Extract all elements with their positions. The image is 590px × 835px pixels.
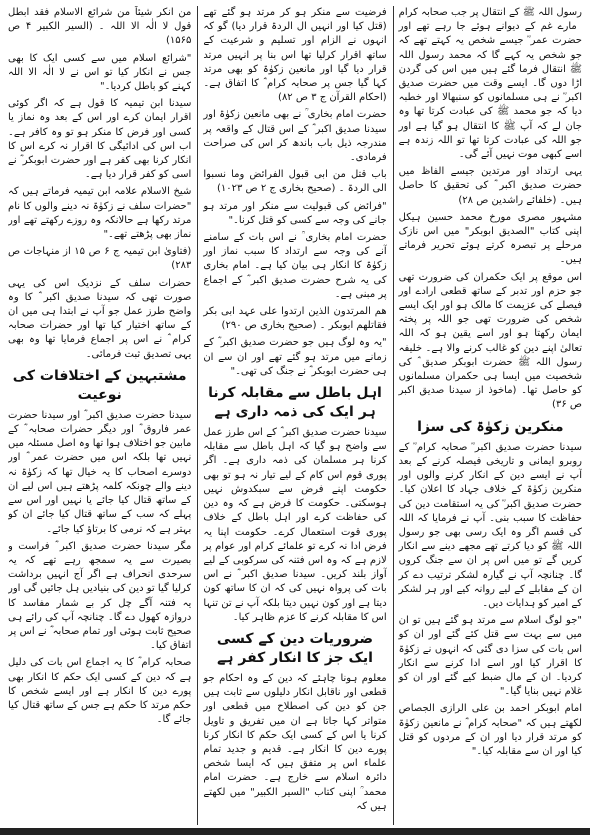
paragraph: حضرت امام بخاری ؒ نے بھی مانعین زکوٰۃ اور سیدنا صدیق اکبر ؓ کے اس قتال کے واقعہ پر مندرجہ ذیل باب باندھ کر اس کی صراحت فرمادی۔ (203, 109, 387, 164)
paragraph: سیدنا ابن تیمیہ کا قول ہے کہ اگر کوئی اقرار ایمان کرے اور اس کے بعد وہ نماز یا کسی اور فرض کا منکر ہو تو وہ کافر ہے۔ اب اس کی ادائیگی کا اقرار نہ کرے اس کا انکار کرنا بھی کفر ہے اور حضرت ابوبکر ؓ نے اسی کو کفر قرار دیا ہے۔ (8, 98, 192, 181)
paragraph: مگر سیدنا حضرت صدیق اکبر ؓ فراست و بصیرت سے یہ سمجھ رہے تھے کہ یہ سرحدی انحراف ہے اگر آج انہیں برداشت کرلیا گیا تو دین کی بنیادیں ہل جائیں گی اور یہ فتنہ آگے چل کر بے شمار مفاسد کا دروازہ کھول دے گا۔ چنانچہ آپ کی رائے ہی صحیح ثابت ہوئی اور تمام صحابہ ؓ نے اس پر اتفاق کیا۔ (8, 540, 192, 652)
paragraph: "جو لوگ اسلام سے مرتد ہو گئے ہیں تو ان میں سے بہت سے قتل کئے گئے اور ان کو اس بات کی سزا دی گئی کہ انہوں نے زکوٰۃ کا اقرار کیا اور اسے ادا کرنے سے انکار کردیا۔ ان کے مال ضبط کیے گئے اور ان کو غلام نہیں بنایا گیا۔" (398, 615, 582, 698)
section-heading: اہل باطل سے مقابلہ کرنا ہر ایک کی ذمہ داری ہے (208, 385, 382, 421)
page-footer-bar (0, 828, 590, 835)
paragraph: فرضیت سے منکر ہو کر مرتد ہو گئے تھے (قتل کیا اور انہیں ال الردۃ قرار دیا) گو کہ انہوں نے الزام اور تسلیم و شرعیت کے ساتھ اقرار کرلیا تھا اس بنا پر انہیں مرتد قرار دیا گیا اور مانعین زکوٰۃ کو بھی مرتد کہا گیا جس پر صحابہ کرام ؓ کا اتفاق ہے۔ (احکام القرآن ج ۳ ص ۸۲) (203, 7, 387, 104)
paragraph: سیدنا حضرت صدیق اکبر ؓ اور سیدنا حضرت عمر فاروق ؓ اور دیگر حضرات صحابہ ؓ کے مابین جو اختلاف ہوا تھا وہ اصل مسئلہ میں نہیں تھا بلکہ اس میں حضرت عمر ؓ اور دوسرے اصحاب کا یہ خیال تھا کہ زکوٰۃ نہ دینے والے چونکہ کلمہ پڑھتے ہیں اس لیے ان کے ساتھ قتال کیا جائے یا نہیں اور اس سے پہلے کہ سب کے ساتھ قتال کیا جائے ان کو بہتر ہے کہ نرمی کا برتاؤ کیا جائے۔ (8, 409, 192, 535)
paragraph: سیدنا حضرت صدیق اکبر ؓ صحابہ کرام ؓ کے روبرو ایمانی و تاریخی فیصلہ کرنے کے بعد آپ نے ایسے دین کے انکار کرنے والوں اور منکرین زکوٰۃ کے خلاف جہاد کا اعلان کیا۔ حضرت صدیق اکبر ؓ کی یہ استقامت دین کی حفاظت کا سبب بنی۔ آپ نے فرمایا کہ اللہ کی قسم اگر وہ ایک رسی بھی جو رسول اللہ ﷺ کو دیا کرتے تھے مجھے دینے سے انکار کریں گے تو میں اس پر ان سے جنگ کروں گا۔ چنانچہ آپ نے گیارہ لشکر ترتیب دے کر ان کے مقابلے کے لیے روانہ کیے اور ہر لشکر کے امیر کو ہدایات دیں۔ (398, 441, 582, 609)
paragraph: امام ابوبکر احمد بن علی الرازی الجصاص لکھتے ہیں کہ "صحابہ کرام ؓ نے مانعین زکوٰۃ کو مرتد قرار دیا اور ان کے مردوں کو قتل کیا اور ان سے مقابلہ کیا۔" (398, 703, 582, 757)
paragraph: معلوم ہونا چاہئے کہ دین کے وہ احکام جو قطعی اور ناقابل انکار دلیلوں سے ثابت ہیں جن کو دین کی اصطلاح میں قطعی اور متواتر کہا جاتا ہے ان میں تفریق و تاویل کرنا یا اس کے کسی ایک حکم کا انکار کرنا پورے دین کا انکار ہے۔ قدیم و جدید تمام علماء اس پر متفق ہیں کہ ایسا شخص دائرہ اسلام سے خارج ہے۔ حضرت امام محمد ؒ اپنی کتاب "السیر الکبیر" میں لکھتے ہیں کہ (203, 672, 387, 812)
paragraph: "شرائع اسلام میں سے کسی ایک کا بھی جس نے انکار کیا تو اس نے لا الٰہ الا اللہ کہنے کو باطل کردیا۔" (8, 52, 192, 93)
paragraph: ھم المرتدون الذین ارتدوا علی عہد ابی بکر فقاتلھم ابوبکر ۔ (صحیح بخاری ص ۲۹۰) (203, 306, 387, 332)
section-heading: منکرین زکوٰۃ کی سزا (417, 418, 564, 435)
paragraph: من انکر شیئاً من شرائع الاسلام فقد ابطل قول لا الٰہ الا اللہ ۔ (السیر الکبیر ۴ ص ۱۵۶۵) (8, 7, 192, 47)
paragraph: یہی ارتداد اور مرتدین جیسے الفاظ میں حضرت صدیق اکبر ؓ کی تحقیق کا حاصل ہیں۔ (خلفائے راشدین ص ۲۸) (398, 166, 582, 206)
section-heading: ضروریات دین کے کسی ایک جز کا انکار کفر ہے (216, 630, 374, 666)
paragraph: اس موقع پر ایک حکمران کی ضرورت تھی جو حزم اور تدبر کے ساتھ قطعی ارادے اور فیصلے کی عزیمت کا مالک ہو اور ایک ایسے شخص کی ضرورت تھی جو اللہ پر پختہ ایمان رکھتا ہو اور اسے یقین ہو کہ اللہ تعالیٰ اپنے دین کو غالب کرنے والا ہے۔ خلیفہ رسول اللہ ﷺ حضرت ابوبکر صدیق ؓ کی شخصیت میں ایسا ہی حکمران مسلمانوں کو حاصل تھا۔ (ماخوذ از سیدنا صدیق اکبر ص ۳۶) (398, 271, 582, 411)
paragraph: مشہور مصری مورخ محمد حسین ہیکل اپنی کتاب "الصدیق ابوبکر" میں اس نازک مرحلے پر تبصرہ کرتے ہوئے تحریر فرماتے ہیں۔ (398, 211, 582, 266)
paragraph: (فتاویٰ ابن تیمیہ ج ۶ ص ۱۵ از منہاجات ص ۲۸۳) (8, 246, 192, 272)
paragraph: "فرائض کی قبولیت سے منکر اور مرتد ہو جانے کی وجہ سے کسی کو قتل کرنا۔" (203, 200, 387, 226)
column-right (393, 6, 582, 825)
column-middle (197, 6, 386, 825)
paragraph: حضرت امام بخاری ؒ نے اس بات کے سامنے آنے کی وجہ سے ارتداد کا سبب نماز اور زکوٰۃ کا انکار ہی بیان کیا ہے۔ امام بخاری کی یہ شرح حضرت صدیق اکبر ؓ کے اجماع پر مبنی ہے۔ (203, 232, 387, 300)
paragraph: شیخ الاسلام علامہ ابن تیمیہ فرماتے ہیں کہ "حضرات سلف نے زکوٰۃ نہ دینے والوں کا نام مرتد رکھا ہے حالانکہ وہ روزے رکھتے تھے اور نماز بھی پڑھتے تھے۔" (8, 186, 192, 241)
paragraph: صحابہ کرام ؓ کا یہ اجماع اس بات کی دلیل ہے کہ دین کے کسی ایک حکم کا انکار بھی پورے دین کا انکار ہے اور ایسے شخص کا حکم مرتد کا حکم ہے جس کے ساتھ قتال کیا جائے گا۔ (8, 657, 192, 726)
column-left (8, 6, 191, 825)
paragraph: "یہ وہ لوگ ہیں جو حضرت صدیق اکبر ؓ کے زمانے میں مرتد ہو گئے تھے اور ان سے ان ہی حضرت ابوبکر ؓ نے جنگ کی تھی۔" (203, 337, 387, 377)
section-heading: مشتبہین کے اختلافات کی نوعیت (12, 367, 187, 403)
paragraph: سیدنا حضرت صدیق اکبر ؓ کے اس طرز عمل سے واضح ہو گیا کہ اہل باطل سے مقابلہ کرنا ہر مسلمان کی ذمہ داری ہے۔ اگر پوری قوم اس کام کے لیے تیار نہ ہو تو بھی حکومت اپنے فرض سے سبکدوش نہیں ہوسکتی۔ حکومت کا فرض ہے کہ وہ دین کی حفاظت کرے اور اہل باطل کے خلاف پوری قوت استعمال کرے۔ حکومت اپنا یہ فرض ادا نہ کرے تو علمائے کرام اور عوام پر لازم ہے کہ وہ اس فتنہ کی سرکوبی کے لیے آواز بلند کریں۔ سیدنا صدیق اکبر ؓ نے اس بات کی پرواہ نہیں کی کہ ان کا ساتھ کون دیتا ہے اور کون نہیں دیتا بلکہ آپ نے تن تنہا اس کا مقابلہ کرنے کا عزم ظاہر کیا۔ (203, 427, 387, 623)
paragraph: باب قتل من ابی قبول الفرائض وما نسبوا الی الردۃ ۔ (صحیح بخاری ج ۲ ص ۱۰۲۳) (203, 169, 387, 195)
paragraph: رسول اللہ ﷺ کے انتقال پر جب صحابہ کرام ؓ مارے غم کے دیوانے ہوئے جا رہے تھے اور حضرت عمر ؓ جیسے شخص یہ کہتے تھے کہ جو شخص یہ کہے گا کہ محمد رسول اللہ ﷺ انتقال فرما گئے ہیں میں اس کی گردن اڑا دوں گا۔ ایسے وقت میں حضرت صدیق اکبر ؓ نے ہی مسلمانوں کو سنبھالا اور خطبہ دیا کہ جو محمد ﷺ کی عبادت کرتا تھا وہ جان لے کہ آپ ﷺ کا انتقال ہو گیا ہے اور جو اللہ کی عبادت کرتا تھا تو اللہ زندہ ہے اسے کبھی موت نہیں آئے گی۔ (398, 7, 582, 161)
paragraph: حضرات سلف کے نزدیک اس کی یہی صورت تھی کہ سیدنا صدیق اکبر ؓ کا وہ واضح طرز عمل جو آپ نے ابتدا ہی میں ان کے ساتھ اختیار کیا تھا اور حضرات صحابہ کرام ؓ نے اس پر اجماع فرمایا تھا وہ بھی یہی تصدیق ثبت فرمائی۔ (8, 277, 192, 360)
